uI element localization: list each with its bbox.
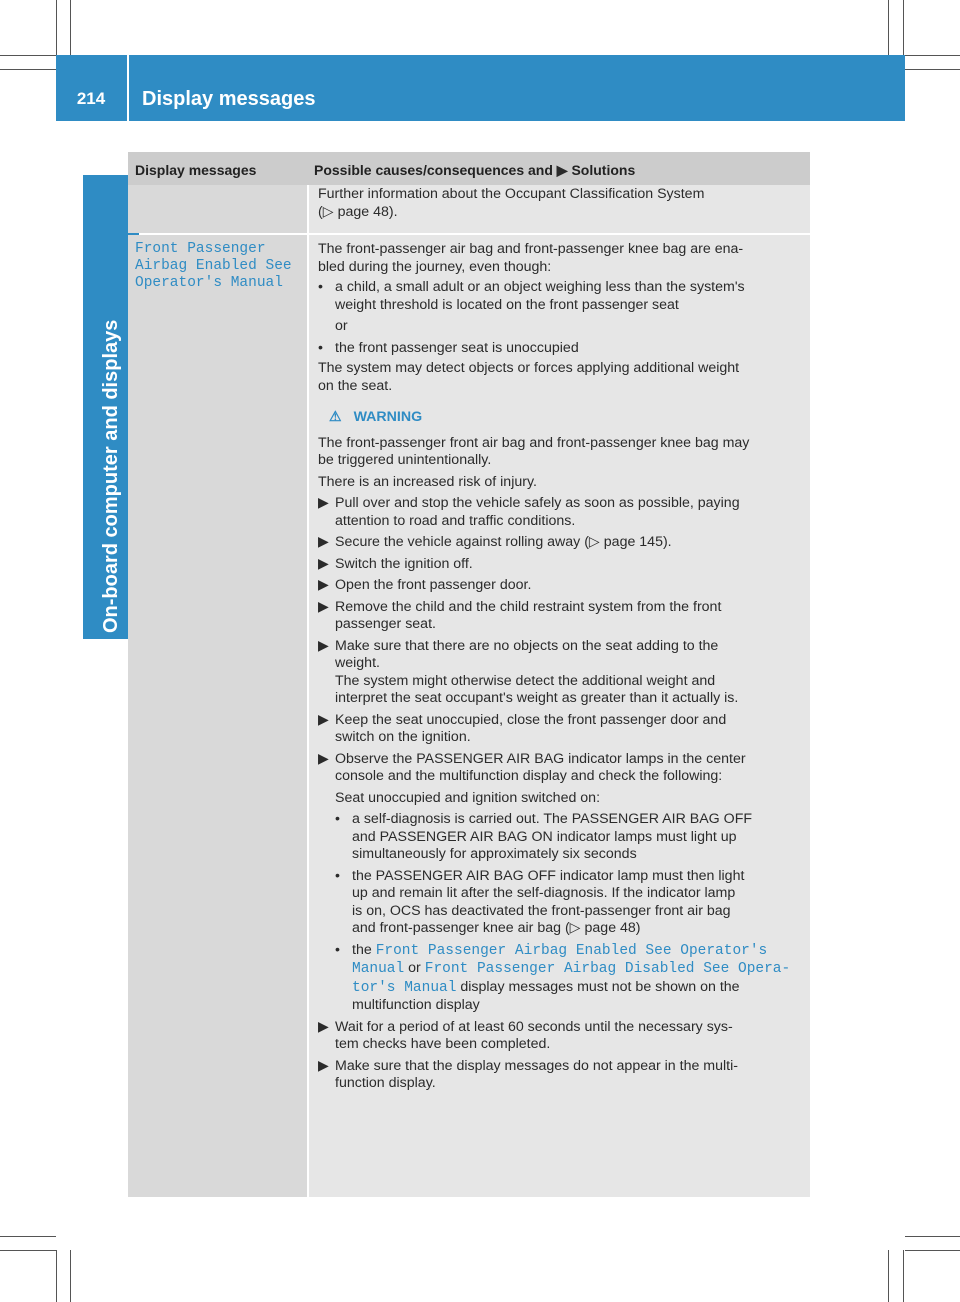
list-item: ▶ Pull over and stop the vehicle safely as soon as possible, paying attention to road and traffic conditions. [318,495,740,529]
crop-mark [56,0,57,55]
list-item: ▶ Make sure that there are no objects on the seat adding to the weight. The system might otherwise detect the additional weight and interpret the seat occupant's weight as greater than it actually is. [318,637,739,706]
list-item: ▶ Keep the seat unoccupied, close the front passenger door and switch on the ignition. [318,711,727,745]
col-header-display-messages: Display messages [135,162,257,178]
list-item: ▶ Make sure that the display messages do not appear in the multi- function display. [318,1057,738,1091]
table-row [128,235,810,1197]
solution-text: The front-passenger air bag and front-passenger knee bag are ena- bled during the journey, even though: • a child, a small adult or an object weighing less than the system's weight threshold is located on the front passenger seat or • the front passenger seat is unoccupied The system may detect objects or forces applying additional weight on the seat. ⚠ WARNING The front-passenger front air bag and front-passenger knee bag may be triggered unintentionally. There is an increased risk of injury. ▶ Pull over and stop the vehicle safely as soon as possible, paying attention to road and traffic conditions. ▶ Secure the vehicle against rolling away (▷ page 145). ▶ Switch the ignition off. ▶ Open the front passenger door. ▶ Remove the child and the child restraint system from the front passenger seat. ▶ Make sure that there are no objects on the seat adding to the weight. The system might otherwise detect the additional weight and interpret the seat occupant's weight as greater than it actually is. ▶ Keep the seat unoccupied, close the front passenger door and switch on the ignition. ▶ Observe the PASSENGER AIR BAG indicator lamps in the center console and the multifunction display and check the following: Seat unoccupied and ignition switched on: • a self-diagnosis is carried out. The PASSENGER AIR BAG OFF and PASSENGER AIR BAG ON indicator lamps must light up simultaneously for approximately six seconds • the PASSENGER AIR BAG OFF indicator lamp must then light up and remain lit after the self-diagnosis. If the indicator lamp is on, OCS has deactivated the front-passenger front air bag and front-passenger knee air bag (▷ page 48) • the Front Passenger Airbag Enabled See Operator's Manual or Front Passenger Airbag Disabled See Opera‐ tor's Manual display messages must not be shown on the multifunction display ▶ Wait for a period of at least 60 seconds until the necessary sys- tem checks have been completed. ▶ Make sure that the display messages do not appear in the multi- function display. [318,241,804,1093]
list-item: ▶ Switch the ignition off. [318,555,473,572]
list-item: • a self-diagnosis is carried out. The PASSENGER AIR BAG OFF and PASSENGER AIR BAG ON indicator lamps must light up simultaneously for approximately six seconds [335,811,753,862]
crop-mark [0,1250,56,1251]
warning-heading: ⚠ WARNING [329,409,423,425]
col-header-causes: Possible causes/consequences and ▶ Solutions [314,162,636,178]
table-row: Further information about the Occupant Classification System (▷ page 48). [128,185,810,233]
display-message-name: Front Passenger Airbag Enabled See Operator's Manual [135,241,292,291]
crop-mark [888,0,889,55]
list-item: ▶ Wait for a period of at least 60 seconds until the necessary sys- tem checks have been completed. [318,1018,733,1052]
crop-mark [0,1236,56,1237]
crop-mark [905,1236,960,1237]
list-item: ▶ Remove the child and the child restraint system from the front passenger seat. [318,598,722,632]
warning-triangle-icon: ⚠ [329,409,342,425]
chapter-tab-label: On-board computer and displays [100,319,122,633]
list-item: • the front passenger seat is unoccupied [318,339,579,356]
list-item: ▶ Open the front passenger door. [318,577,532,593]
crop-mark [70,1250,71,1302]
list-item: ▶ Secure the vehicle against rolling away (▷ page 145). [318,534,672,550]
crop-mark [903,1250,904,1302]
crop-mark [903,0,904,55]
header-divider [127,55,129,121]
crop-mark [905,69,960,70]
table-header [128,152,810,185]
page-title: Display messages [142,88,316,110]
crop-mark [905,55,960,56]
crop-mark [70,0,71,55]
crop-mark [0,55,56,56]
list-item: • the Front Passenger Airbag Enabled See Operator's Manual or Front Passenger Airbag Disabled See Opera‐ tor's Manual display messages must not be shown on the multifunction display [335,941,791,1013]
list-item: ▶ Observe the PASSENGER AIR BAG indicator lamps in the center console and the multifunction display and check the following: [318,750,746,784]
list-item: • a child, a small adult or an object weighing less than the system's weight threshold is located on the front passenger seat [318,279,745,313]
arrow-icon: ▶ [556,162,568,178]
crop-mark [56,1250,57,1302]
list-item: • the PASSENGER AIR BAG OFF indicator lamp must then light up and remain lit after the self-diagnosis. If the indicator lamp is on, OCS has deactivated the front-passenger front air bag and front-passenger knee air bag (▷ page 48) [335,867,745,936]
page-header [56,55,905,121]
page-number: 214 [76,89,106,108]
crop-mark [0,69,56,70]
crop-mark [888,1250,889,1302]
crop-mark [905,1250,960,1251]
